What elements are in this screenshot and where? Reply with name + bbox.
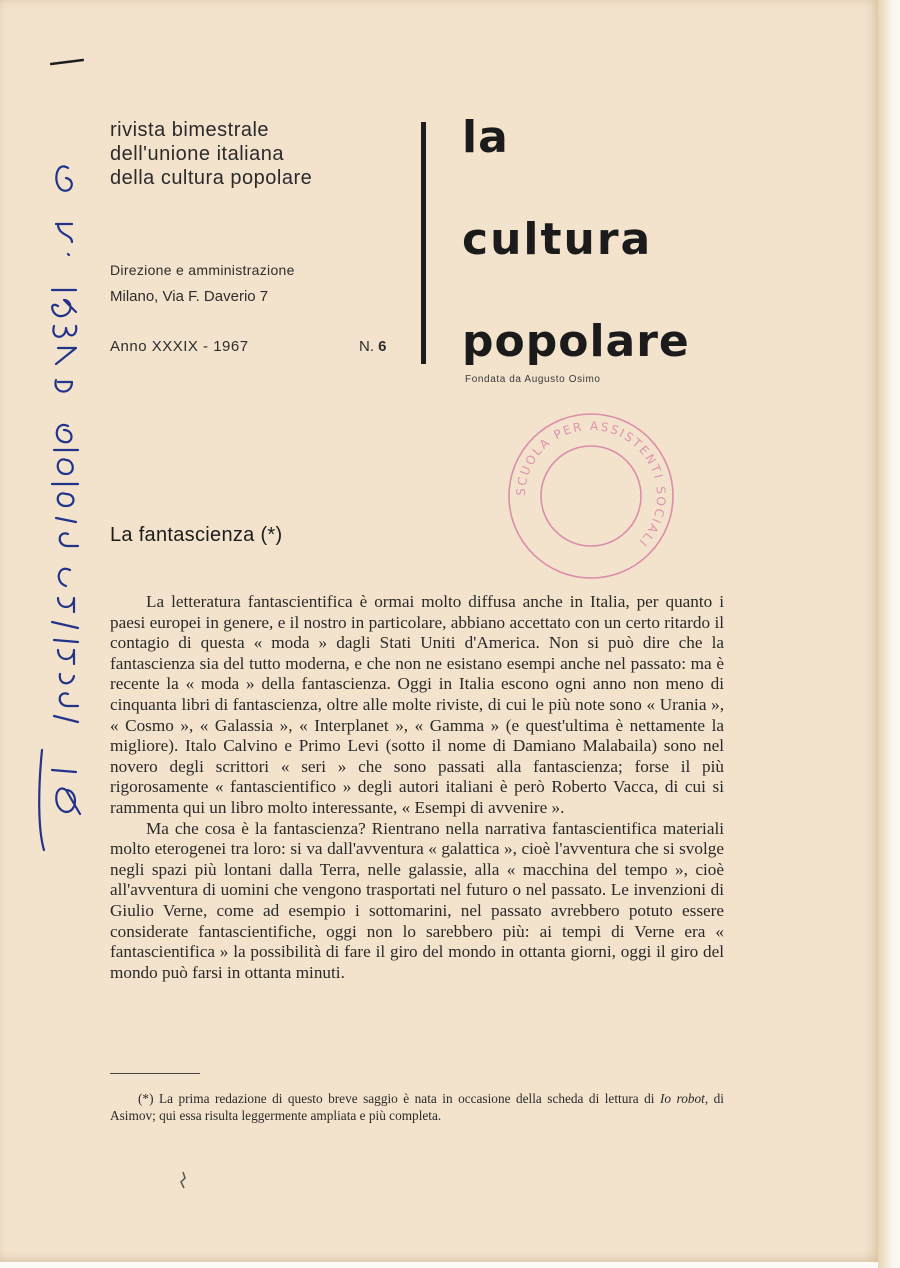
paragraph: La letteratura fantascientifica è ormai molto diffusa anche in Italia, per quanto i paesi europei in genere, e il nostro in particolare, abbiano accettato con un certo ritardo il contagio di questa « moda » dagli Stati Uniti d'America. Non si può dire che la fantascienza sia del tutto moderna, e che non ne esistano esempi anche nel passato: ma è recente la « moda » della fantascienza. Oggi in Italia escono ogni anno non meno di cinquanta libri di fantascienza, oltre alle molte riviste, di cui le più note sono « Urania », « Cosmo », « Galassia », « Interplanet », « Gamma » (e quest'ultima è nettamente la migliore). Italo Calvino e Primo Levi (sotto il nome di Damiano Malabaila) sono nel novero degli scrittori « seri » che sono passati alla fantascienza; forse il più rigorosamente « fantascientifico » degli autori italiani è però Roberto Vacca, di cui si rammenta qui un libro molto interessante, « Esempi di avvenire ». xyxy=(110,592,724,817)
masthead-divider xyxy=(421,122,426,364)
ink-speck xyxy=(173,1168,193,1192)
address: Milano, Via F. Daverio 7 xyxy=(110,288,269,305)
pen-mark xyxy=(50,58,84,66)
founder-credit: Fondata da Augusto Osimo xyxy=(465,374,601,385)
svg-text:SCUOLA PER ASSISTENTI SOCIALI: SCUOLA PER ASSISTENTI SOCIALI xyxy=(513,418,669,551)
logo-line-3: popolare xyxy=(462,316,690,367)
article-title: La fantascienza (*) xyxy=(110,524,283,546)
scan-edge xyxy=(878,0,900,1268)
logo-line-1: la xyxy=(462,112,509,163)
subtitle-line: rivista bimestrale xyxy=(110,119,270,141)
subtitle-line: della cultura popolare xyxy=(110,167,313,189)
footnote-book-title: Io robot xyxy=(659,1091,705,1106)
library-stamp xyxy=(498,408,684,584)
footnote xyxy=(110,1090,724,1124)
footnote-text-end: , di Asimov; qui essa risulta leggermente ampliata e più completa. xyxy=(110,1091,724,1123)
masthead-subtitle xyxy=(110,118,410,190)
handwritten-annotation xyxy=(28,150,98,870)
direzione-label: Direzione e amministrazione xyxy=(110,262,295,278)
issue-number-label: N. xyxy=(359,338,374,355)
issue-number xyxy=(359,338,387,355)
footnote-rule xyxy=(110,1073,200,1074)
article-body xyxy=(110,592,724,983)
footnote-text: (*) La prima redazione di questo breve saggio è nata in occasione della scheda di lettura di xyxy=(138,1091,660,1106)
issue-number-value: 6 xyxy=(378,338,387,355)
paragraph: Ma che cosa è la fantascienza? Rientrano nella narrativa fantascientifica materiali molto eterogenei tra loro: si va dall'avventura « galattica », cioè l'avventura che si svolge negli spazi più lontani dalla Terra, nelle galassie, alla « macchina del tempo », cioè all'avventura di uomini che vengono trasportati nel futuro o nel passato. Le invenzioni di Giulio Verne, come ad esempio i sottomarini, nel passato avrebbero potuto essere considerate fantascientifiche, oggi non lo sarebbero più: ai tempi di Verne era « fantascientifica » la possibilità di fare il giro del mondo in ottanta giorni, oggi il giro del mondo può farsi in ottanta minuti. xyxy=(110,818,724,982)
subtitle-line: dell'unione italiana xyxy=(110,143,284,165)
logo-line-2: cultura xyxy=(462,214,653,265)
issue-year: Anno XXXIX - 1967 xyxy=(110,338,249,355)
